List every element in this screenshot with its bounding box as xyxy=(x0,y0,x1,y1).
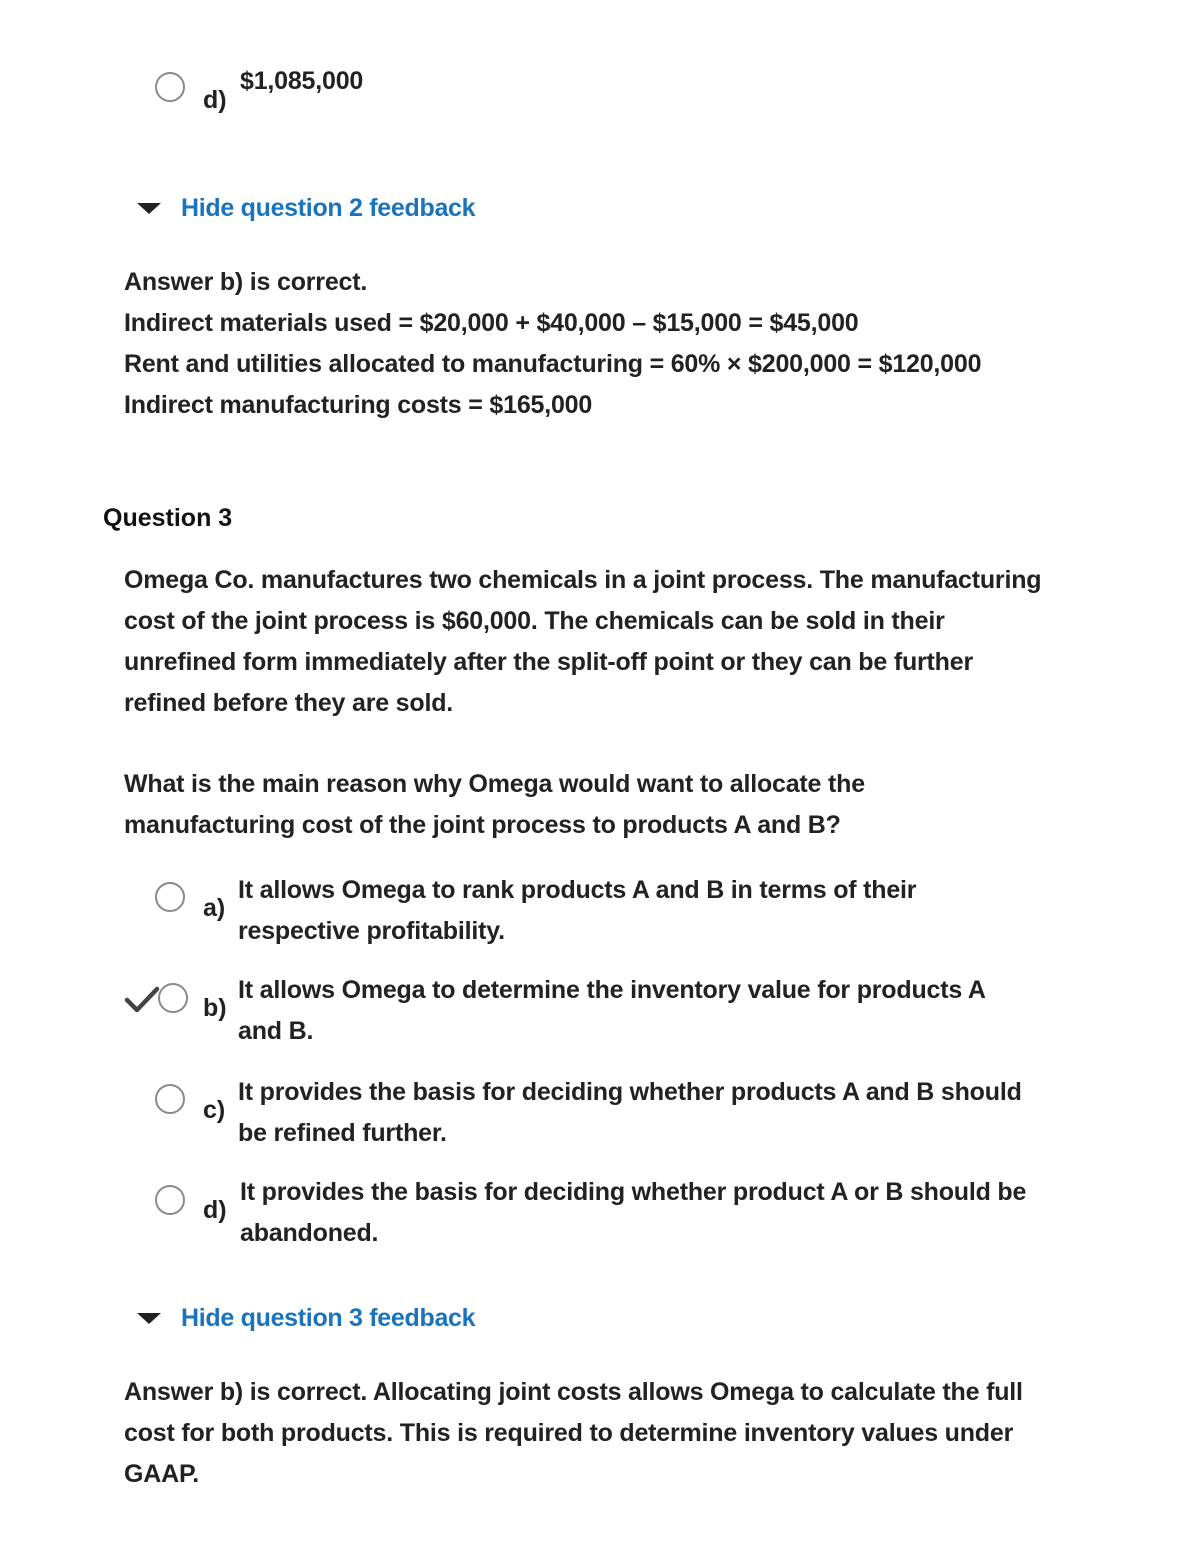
q3-option-b-text xyxy=(238,970,986,1052)
q3-option-d-text xyxy=(240,1172,1026,1254)
triangle-down-icon xyxy=(137,203,161,214)
q3-feedback-text xyxy=(124,1372,1023,1495)
q2-feedback-line: Indirect materials used = $20,000 + $40,000 – $15,000 = $45,000 xyxy=(124,309,859,337)
q2-option-d-radio[interactable] xyxy=(155,72,185,102)
q3-option-b-letter: b) xyxy=(203,994,227,1022)
q3-option-c-radio[interactable] xyxy=(155,1084,185,1114)
q2-option-d-text: $1,085,000 xyxy=(240,67,364,95)
option-line: It provides the basis for deciding whether product A or B should be xyxy=(240,1178,1027,1206)
q3-feedback-line: cost for both products. This is required to determine inventory values under xyxy=(124,1419,1014,1447)
q2-option-d-letter: d) xyxy=(203,86,227,114)
option-line: It allows Omega to rank products A and B in terms of their xyxy=(238,876,917,904)
stem-line: unrefined form immediately after the split-off point or they can be further xyxy=(124,648,973,676)
q2-feedback-toggle[interactable] xyxy=(137,194,475,223)
q3-feedback-line: Answer b) is correct. Allocating joint costs allows Omega to calculate the full xyxy=(124,1378,1023,1406)
option-line: It provides the basis for deciding whether products A and B should xyxy=(238,1078,1022,1106)
q2-feedback-line: Answer b) is correct. xyxy=(124,268,368,296)
q3-option-a-text xyxy=(238,870,916,952)
triangle-down-icon xyxy=(137,1313,161,1324)
q3-feedback-line: GAAP. xyxy=(124,1460,199,1488)
stem-line: Omega Co. manufactures two chemicals in a joint process. The manufacturing xyxy=(124,566,1042,594)
prompt-line: What is the main reason why Omega would want to allocate the xyxy=(124,770,865,798)
question-3-stem xyxy=(124,560,1041,724)
q3-option-a-letter: a) xyxy=(203,894,226,922)
q2-feedback-toggle-label[interactable]: Hide question 2 feedback xyxy=(181,194,476,222)
option-line: It allows Omega to determine the inventory value for products A xyxy=(238,976,986,1004)
q3-option-d-radio[interactable] xyxy=(155,1185,185,1215)
q2-feedback-text xyxy=(124,262,981,426)
question-3-prompt xyxy=(124,764,865,846)
q2-feedback-line: Rent and utilities allocated to manufacturing = 60% × $200,000 = $120,000 xyxy=(124,350,982,378)
q3-feedback-toggle-label[interactable]: Hide question 3 feedback xyxy=(181,1304,476,1332)
q2-feedback-line: Indirect manufacturing costs = $165,000 xyxy=(124,391,593,419)
q3-option-c-letter: c) xyxy=(203,1096,226,1124)
option-line: respective profitability. xyxy=(238,917,505,945)
q3-option-d-letter: d) xyxy=(203,1196,227,1224)
prompt-line: manufacturing cost of the joint process to products A and B? xyxy=(124,811,841,839)
option-line: abandoned. xyxy=(240,1219,379,1247)
option-line: be refined further. xyxy=(238,1119,447,1147)
stem-line: cost of the joint process is $60,000. The chemicals can be sold in their xyxy=(124,607,945,635)
q3-option-a-radio[interactable] xyxy=(155,882,185,912)
checkmark-icon xyxy=(124,985,160,1015)
option-line: and B. xyxy=(238,1017,314,1045)
q3-option-b-radio[interactable] xyxy=(158,983,188,1013)
q3-feedback-toggle[interactable] xyxy=(137,1304,475,1333)
stem-line: refined before they are sold. xyxy=(124,689,454,717)
q3-option-c-text xyxy=(238,1072,1022,1154)
question-3-title: Question 3 xyxy=(103,504,233,532)
